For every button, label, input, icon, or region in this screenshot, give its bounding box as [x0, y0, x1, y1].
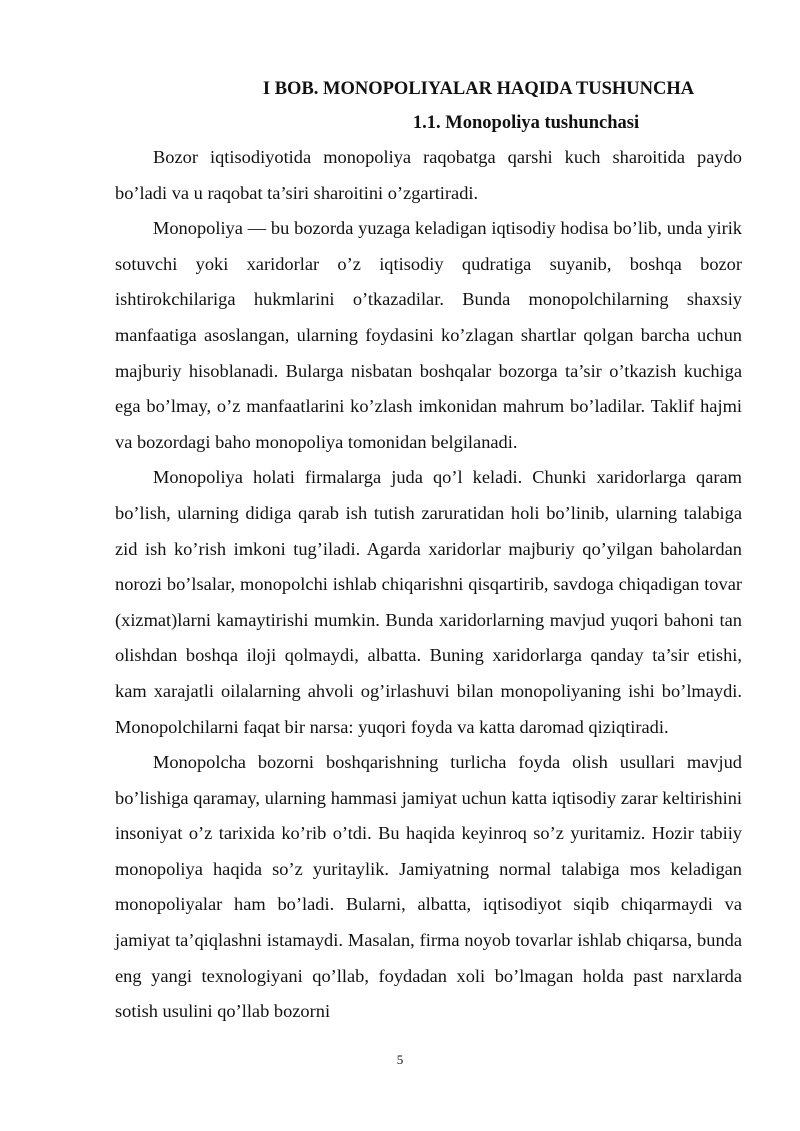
paragraph-1: Bozor iqtisodiyotida monopoliya raqobatga qarshi kuch sharoitida paydo bo’ladi va u raqobat ta’siri sharoitini o’zgartiradi. — [115, 147, 742, 203]
page-content — [115, 72, 742, 1030]
paragraph-2: Monopoliya — bu bozorda yuzaga keladigan iqtisodiy hodisa bo’lib, unda yirik sotuvchi yoki xaridorlar o’z iqtisodiy qudratiga suyanib, boshqa bozor ishtirokchilariga hukmlarini o’tkazadilar. Bunda monopolchilarning shaxsiy manfaatiga asoslangan, ularning foydasini ko’zlagan shartlar qolgan barcha uchun majburiy hisoblanadi. Bularga nisbatan boshqalar bozorga ta’sir o’tkazish kuchiga ega bo’lmay, o’z manfaatlarini ko’zlash imkonidan mahrum bo’ladilar. Taklif hajmi va bozordagi baho monopoliya tomonidan belgilanadi. — [115, 218, 742, 452]
section-title: 1.1. Monopoliya tushunchasi — [412, 113, 640, 133]
page-number: 5 — [396, 1052, 404, 1067]
paragraph-3: Monopoliya holati firmalarga juda qo’l keladi. Chunki xaridorlarga qaram bo’lish, ularning didiga qarab ish tutish zaruratidan holi bo’linib, ularning talabiga zid ish ko’rish imkoni tug’iladi. Agarda xaridorlar majburiy qo’yilgan baholardan norozi bo’lsalar, monopolchi ishlab chiqarishni qisqartirib, savdoga chiqadigan tovar (xizmat)larni kamaytirishi mumkin. Bunda xaridorlarning mavjud yuqori bahoni tan olishdan boshqa iloji qolmaydi, albatta. Buning xaridorlarga qanday ta’sir etishi, kam xarajatli oilalarning ahvoli og’irlashuvi bilan monopoliyaning ishi bo’lmaydi. Monopolchilarni faqat bir narsa: yuqori foyda va katta daromad qiziqtiradi. — [115, 467, 742, 737]
chapter-title: I BOB. MONOPOLIYALAR HAQIDA TUSHUNCHA — [262, 79, 695, 99]
paragraph-4: Monopolcha bozorni boshqarishning turlicha foyda olish usullari mavjud bo’lishiga qaramay, ularning hammasi jamiyat uchun katta iqtisodiy zarar keltirishini insoniyat o’z tarixida ko’rib o’tdi. Bu haqida keyinroq so’z yuritamiz. Hozir tabiiy monopoliya haqida so’z yuritaylik. Jamiyatning normal talabiga mos keladigan monopoliyalar ham bo’ladi. Bularni, albatta, iqtisodiyot siqib chiqarmaydi va jamiyat ta’qiqlashni istamaydi. Masalan, firma noyob tovarlar ishlab chiqarsa, bunda eng yangi texnologiyani qo’llab, foydadan xoli bo’lmagan holda past narxlarda sotish usulini qo’llab bozorni — [115, 752, 742, 1022]
